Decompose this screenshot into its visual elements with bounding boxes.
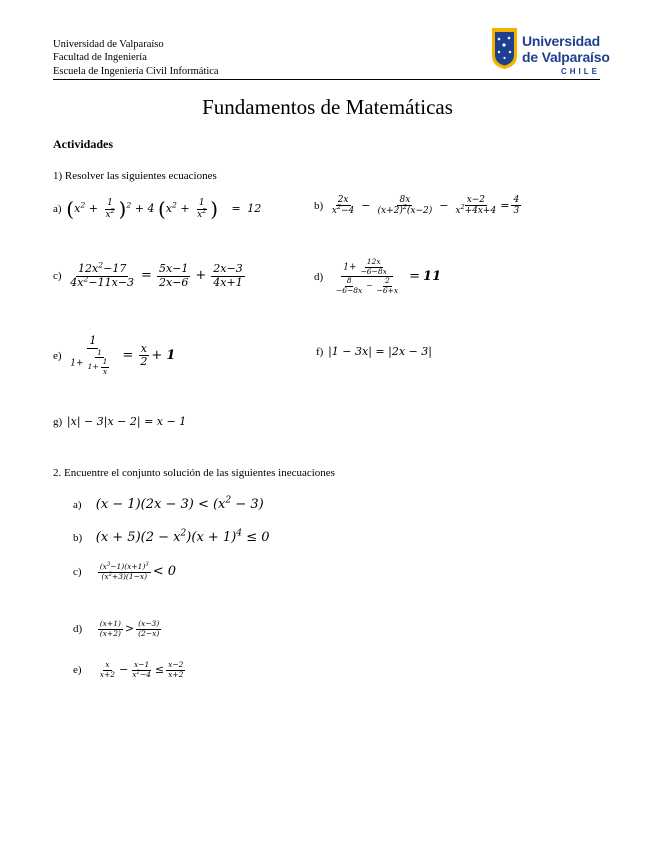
equation-a — [53, 197, 261, 221]
equation-b-expression: $\frac{2x}{x^2-4}$ − $\frac{8x}{(x+2)^2(x-2)}$ − $\frac{x-2}{x^2+4x+4}$ = $\frac{4}{3}$ — [331, 195, 520, 217]
university-name: Universidad de Valparaíso — [53, 39, 164, 50]
equation-f — [316, 345, 432, 358]
equation-b — [314, 195, 523, 217]
faculty-name: Facultad de Ingeniería — [53, 52, 147, 64]
institution-block — [53, 38, 219, 78]
equation-e-expression: 1 1+ 1 1+ $\frac{1}{x}$ = $\frac{x}{2}$ + 1 — [70, 334, 176, 376]
school-name: Escuela de Ingeniería Civil Informática — [53, 65, 219, 77]
equation-b-label: b) — [314, 199, 324, 212]
equation-e — [53, 335, 175, 377]
inequality-d-expression: $\frac{(x+1)}{(x+2)}$ > $\frac{(x-3)}{(2-x)}$ — [99, 619, 160, 638]
inequality-d-label: d) — [73, 623, 83, 636]
equation-e-label: e) — [53, 349, 62, 362]
equation-d-expression: 1+ $\frac{12x}{-6-8x}$ $\frac{8}{-6-8x}$ − $\frac{2}{-6+x}$ = 11 — [335, 257, 442, 295]
logo-line-2: de Valparaíso — [522, 49, 610, 65]
equation-g-expression: |x| − 3|x − 2| = x − 1 — [66, 415, 187, 428]
inequality-b-expression: $(x + 5)(2 - x^2)(x + 1)^4 \le 0$ — [95, 528, 270, 545]
equation-d-label: d) — [314, 270, 324, 283]
inequality-e — [73, 661, 187, 679]
equation-d — [314, 258, 441, 296]
equation-c-label: c) — [53, 270, 62, 283]
equation-g-label: g) — [53, 415, 63, 428]
inequality-b-label: b) — [73, 531, 83, 544]
equation-a-expression: ($x^2$ + $\frac{1}{x^2}$ )$^2$ + 4 ($x^2$ + $\frac{1}{x^2}$ ) = 12 — [66, 197, 262, 221]
inequality-c — [73, 563, 176, 581]
equation-c — [53, 260, 247, 289]
inequality-a-expression: $(x - 1)(2x - 3) < (x^2 - 3)$ — [95, 495, 264, 512]
inequality-e-expression: $\frac{x}{x+2}$ − $\frac{x-1}{x^2-4}$ ≤ $\frac{x-2}{x+2}$ — [99, 660, 184, 679]
inequality-c-expression: $\frac{(x^3-1)(x+1)^3}{(x^2+3)(1-x)}$ < 0 — [99, 561, 177, 581]
inequality-b — [73, 530, 270, 545]
inequality-a — [73, 497, 264, 512]
equation-a-label: a) — [53, 203, 62, 215]
question-2-label: 2. Encuentre el conjunto solución de las siguientes inecuaciones — [53, 467, 335, 479]
shield-icon — [489, 26, 520, 70]
equation-c-expression: $\frac{12x^2-17}{4x^2-11x-3}$ = $\frac{5x-1}{2x-6}$ + $\frac{2x-3}{4x+1}$ — [70, 260, 243, 289]
header-rule — [53, 79, 600, 80]
section-heading: Actividades — [53, 137, 113, 151]
inequality-c-label: c) — [73, 566, 82, 579]
university-logo — [489, 23, 610, 77]
inequality-d — [73, 620, 163, 638]
equation-g — [53, 415, 186, 428]
inequality-a-label: a) — [73, 498, 82, 511]
logo-line-1: Universidad — [522, 33, 600, 49]
inequality-e-label: e) — [73, 664, 82, 677]
page-title: Fundamentos de Matemáticas — [202, 95, 453, 119]
question-1-label: 1) Resolver las siguientes ecuaciones — [53, 170, 217, 182]
equation-f-expression: |1 − 3x| = |2x − 3| — [328, 345, 432, 358]
equation-f-label: f) — [316, 345, 324, 358]
logo-line-3: CHILE — [561, 67, 600, 76]
